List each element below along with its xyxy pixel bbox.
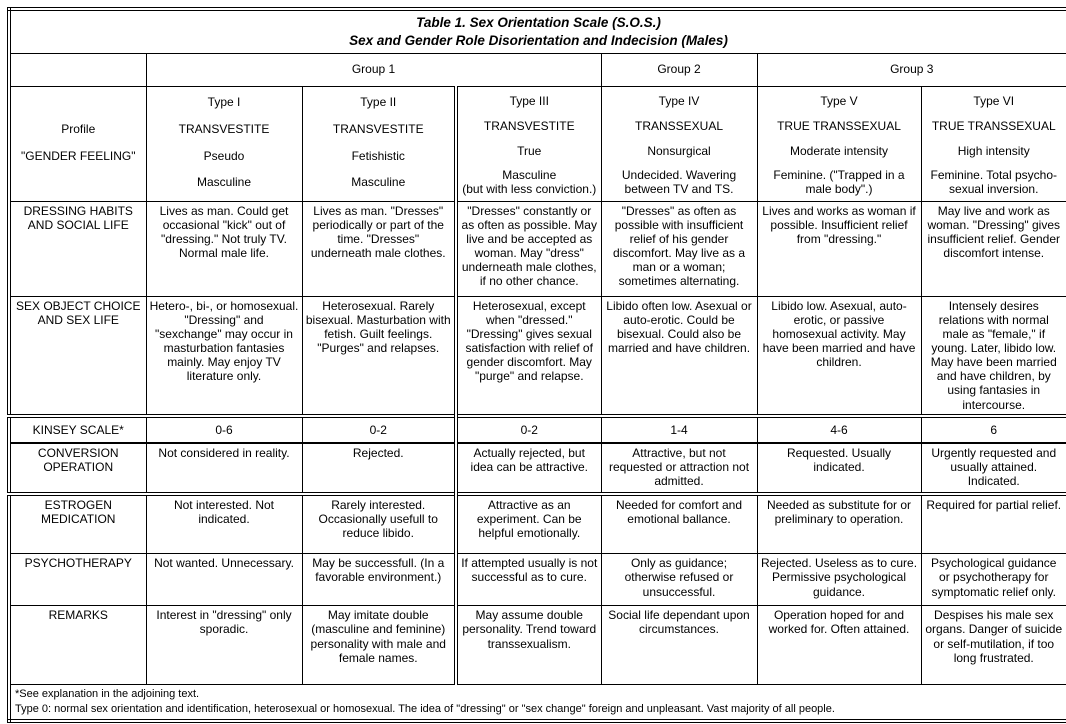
profile-type5-content: [761, 89, 918, 197]
profile-type4-content: [605, 89, 754, 197]
cell-estrogen-type3: Attractive as an experiment. Can be helpful emotionally.: [456, 494, 601, 554]
type4-feeling: [605, 163, 754, 196]
cell-dressing-type1: Lives as man. Could get occasional "kick" out of "dressing." Not truly TV. Normal male life.: [146, 201, 302, 296]
table-title-cell: [9, 9, 1066, 53]
profile-type1: [146, 86, 302, 201]
cell-remarks-type5: Operation hoped for and worked for. Often attained.: [757, 606, 921, 685]
row-label-dressing: DRESSING HABITS AND SOCIAL LIFE: [9, 201, 146, 296]
cell-kinsey-type5: 4-6: [757, 416, 921, 443]
cell-estrogen-type2: Rarely interested. Occasionally usefull to reduce libido.: [302, 494, 456, 554]
cell-conversion-type2: Rejected.: [302, 443, 456, 494]
type6-label: Type VI: [973, 93, 1015, 108]
profile-label: Profile: [61, 121, 96, 136]
profile-type6-content: [925, 89, 1064, 197]
profile-type3: [456, 86, 601, 201]
footnote-cell: [9, 685, 1066, 721]
cell-estrogen-type4: Needed for comfort and emotional ballance.: [601, 494, 757, 554]
type2-feeling-line1: Masculine: [351, 174, 406, 189]
cell-sexobj-type1: Hetero-, bi-, or homosexual. "Dressing" and "sexchange" may occur in masturbation fantasies mainly. May enjoy TV literature only.: [146, 296, 302, 416]
type1-name: TRANSVESTITE: [178, 121, 270, 136]
type4-subtype: Nonsurgical: [647, 143, 711, 158]
type2-subtype: Fetishistic: [351, 148, 405, 163]
cell-psych-type2: May be successfull. (In a favorable environment.): [302, 554, 456, 606]
footnote-line1: *See explanation in the adjoining text.: [15, 688, 200, 701]
cell-kinsey-type3: 0-2: [456, 416, 601, 443]
cell-conversion-type4: Attractive, but not requested or attraction not admitted.: [601, 443, 757, 494]
profile-type4: [601, 86, 757, 201]
type5-feeling: [761, 163, 918, 196]
type3-feeling-line2: (but with less conviction.): [462, 182, 597, 197]
cell-psych-type4: Only as guidance; otherwise refused or unsuccessful.: [601, 554, 757, 606]
cell-remarks-type1: Interest in "dressing" only sporadic.: [146, 606, 302, 685]
type5-subtype: Moderate intensity: [789, 143, 889, 158]
type3-feeling-line1: Masculine: [502, 168, 557, 183]
cell-remarks-type2: May imitate double (masculine and feminine) personality with male and female names.: [302, 606, 456, 685]
cell-dressing-type6: May live and work as woman. "Dressing" gives insufficient relief. Gender discomfort intense.: [921, 201, 1066, 296]
cell-sexobj-type3: Heterosexual, except when "dressed." "Dressing" gives sexual satisfaction with relief of gender discomfort. May "purge" and relapse.: [456, 296, 601, 416]
type6-name: TRUE TRANSSEXUAL: [931, 118, 1056, 133]
profile-label-spacer2: [14, 170, 143, 197]
type3-label: Type III: [509, 93, 549, 108]
group2-header: Group 2: [601, 53, 757, 86]
table-title-row: [9, 9, 1066, 53]
remarks-row: [9, 606, 1066, 685]
row-label-kinsey: KINSEY SCALE*: [9, 416, 146, 443]
cell-conversion-type3: Actually rejected, but idea can be attractive.: [456, 443, 601, 494]
cell-estrogen-type6: Required for partial relief.: [921, 494, 1066, 554]
cell-estrogen-type1: Not interested. Not indicated.: [146, 494, 302, 554]
cell-kinsey-type6: 6: [921, 416, 1066, 443]
cell-kinsey-type4: 1-4: [601, 416, 757, 443]
type2-name: TRANSVESTITE: [332, 121, 424, 136]
profile-row: [9, 86, 1066, 201]
row-label-sex-object: SEX OBJECT CHOICE AND SEX LIFE: [9, 296, 146, 416]
profile-type1-content: [150, 89, 299, 197]
cell-psych-type5: Rejected. Useless as to cure. Permissive psychological guidance.: [757, 554, 921, 606]
footnote-line2: Type 0: normal sex orientation and identification, heterosexual or homosexual. The idea of "dressing" or "sex change" foreign and unpleasant. Vast majority of all people.: [15, 703, 835, 716]
profile-type6: [921, 86, 1066, 201]
cell-estrogen-type5: Needed as substitute for or preliminary to operation.: [757, 494, 921, 554]
group-header-blank: [9, 53, 146, 86]
table-title-line2: Sex and Gender Role Disorientation and Indecision (Males): [349, 32, 728, 48]
profile-type2-content: [306, 89, 452, 197]
group1-header: Group 1: [146, 53, 601, 86]
cell-conversion-type6: Urgently requested and usually attained. Indicated.: [921, 443, 1066, 494]
cell-kinsey-type1: 0-6: [146, 416, 302, 443]
type2-feeling: [306, 170, 452, 197]
type5-feeling-line1: Feminine. ("Trapped in a male body".): [773, 168, 905, 197]
type1-feeling-line1: Masculine: [196, 174, 252, 189]
cell-remarks-type3: May assume double personality. Trend toward transsexualism.: [456, 606, 601, 685]
cell-dressing-type3: "Dresses" constantly or as often as possible. May live and be accepted as woman. May "dress" underneath male clothes, if no other chance.: [456, 201, 601, 296]
profile-type2: [302, 86, 456, 201]
type1-feeling: [150, 170, 299, 197]
estrogen-row: [9, 494, 1066, 554]
profile-label-cell: [14, 89, 143, 197]
table-title-line1: Table 1. Sex Orientation Scale (S.O.S.): [416, 15, 661, 31]
sos-table: [7, 7, 1066, 723]
type6-feeling: [925, 163, 1064, 196]
conversion-row: [9, 443, 1066, 494]
type4-label: Type IV: [658, 93, 700, 108]
type6-feeling-line1: Feminine. Total psycho-sexual inversion.: [930, 168, 1057, 197]
type1-label: Type I: [207, 94, 241, 109]
type3-subtype: True: [517, 143, 542, 158]
row-label-profile: [9, 86, 146, 201]
cell-psych-type1: Not wanted. Unnecessary.: [146, 554, 302, 606]
cell-sexobj-type6: Intensely desires relations with normal male as "female," if young. Later, libido low. May have been married and have children, by using fantasies in intercourse.: [921, 296, 1066, 416]
row-label-remarks: REMARKS: [9, 606, 146, 685]
cell-remarks-type4: Social life dependant upon circumstances.: [601, 606, 757, 685]
cell-dressing-type4: "Dresses" as often as possible with insufficient relief of his gender discomfort. May live as a man or a woman; sometimes alternating.: [601, 201, 757, 296]
cell-sexobj-type4: Libido often low. Asexual or auto-erotic. Could be bisexual. Could also be married and have children.: [601, 296, 757, 416]
profile-type5: [757, 86, 921, 201]
kinsey-row: [9, 416, 1066, 443]
sex-object-row: [9, 296, 1066, 416]
group3-header: Group 3: [757, 53, 1066, 86]
cell-sexobj-type5: Libido low. Asexual, auto-erotic, or passive homosexual activity. May have been married and have children.: [757, 296, 921, 416]
cell-remarks-type6: Despises his male sex organs. Danger of suicide or self-mutilation, if too long frustrated.: [921, 606, 1066, 685]
cell-psych-type6: Psychological guidance or psychotherapy for symptomatic relief only.: [921, 554, 1066, 606]
type2-label: Type II: [360, 94, 397, 109]
cell-psych-type3: If attempted usually is not successful as to cure.: [456, 554, 601, 606]
cell-sexobj-type2: Heterosexual. Rarely bisexual. Masturbation with fetish. Guilt feelings. "Purges" and relapses.: [302, 296, 456, 416]
cell-dressing-type2: Lives as man. "Dresses" periodically or part of the time. "Dresses" underneath male clothes.: [302, 201, 456, 296]
row-label-psychotherapy: PSYCHOTHERAPY: [9, 554, 146, 606]
profile-label-spacer: [14, 89, 143, 116]
gender-feeling-label: "GENDER FEELING": [20, 148, 136, 163]
type4-feeling-line1: Undecided. Wavering between TV and TS.: [621, 168, 737, 197]
type1-subtype: Pseudo: [203, 148, 245, 163]
type3-name: TRANSVESTITE: [483, 118, 575, 133]
group-header-row: [9, 53, 1066, 86]
cell-conversion-type1: Not considered in reality.: [146, 443, 302, 494]
type5-name: TRUE TRANSSEXUAL: [777, 118, 901, 133]
type5-label: Type V: [820, 93, 858, 108]
psychotherapy-row: [9, 554, 1066, 606]
row-label-estrogen: ESTROGEN MEDICATION: [9, 494, 146, 554]
type4-name: TRANSSEXUAL: [634, 118, 724, 133]
profile-type3-content: [461, 89, 598, 197]
row-label-conversion: CONVERSION OPERATION: [9, 443, 146, 494]
dressing-row: [9, 201, 1066, 296]
footnote-row: [9, 685, 1066, 721]
cell-kinsey-type2: 0-2: [302, 416, 456, 443]
cell-conversion-type5: Requested. Usually indicated.: [757, 443, 921, 494]
type6-subtype: High intensity: [957, 143, 1030, 158]
type3-feeling: [461, 163, 598, 196]
cell-dressing-type5: Lives and works as woman if possible. Insufficient relief from "dressing.": [757, 201, 921, 296]
